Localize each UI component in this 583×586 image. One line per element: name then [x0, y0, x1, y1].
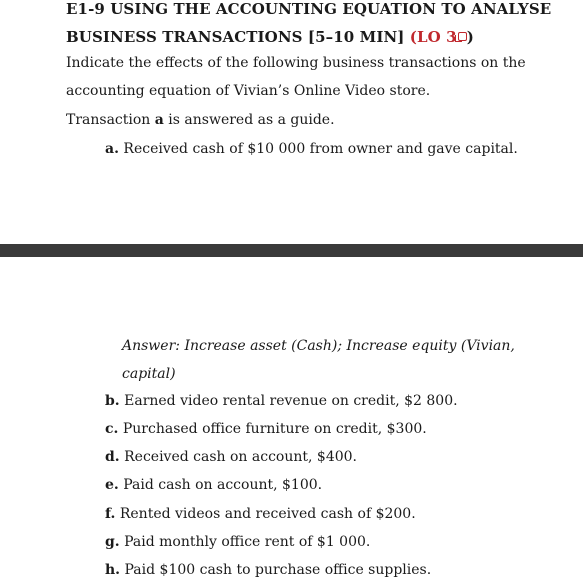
answer-line-2: capital) — [122, 366, 176, 382]
transaction-a-ref: a — [154, 112, 164, 128]
answer-line-1: Answer: Increase asset (Cash); Increase equity (Vivian, — [122, 338, 515, 354]
transaction-item-g: g. Paid monthly office rent of $1 000. — [105, 534, 371, 550]
transaction-item-a: a. Received cash of $10 000 from owner and gave capital. — [105, 141, 518, 157]
learning-objective-label: LO 3 — [417, 28, 457, 46]
exercise-title-line-1: E1-9 USING THE ACCOUNTING EQUATION TO ANALYSE — [66, 0, 552, 18]
transaction-item-b: b. Earned video rental revenue on credit, $2 800. — [105, 393, 458, 409]
transaction-item-f: f. Rented videos and received cash of $200. — [105, 506, 416, 522]
intro-line-1: Indicate the effects of the following business transactions on the — [66, 55, 526, 71]
exercise-title-main: BUSINESS TRANSACTIONS [5–10 MIN] — [66, 28, 405, 46]
transaction-item-e: e. Paid cash on account, $100. — [105, 477, 323, 493]
transaction-item-c: c. Purchased office furniture on credit, $300. — [105, 421, 427, 437]
page-divider — [0, 244, 583, 257]
exercise-title-line-2 — [66, 28, 474, 46]
intro-line-3: Transaction a is answered as a guide. — [66, 112, 335, 128]
transaction-item-d: d. Received cash on account, $400. — [105, 449, 357, 465]
intro-line-2: accounting equation of Vivian’s Online Video store. — [66, 83, 431, 99]
transaction-item-h: h. Paid $100 cash to purchase office supplies. — [105, 562, 432, 578]
external-link-icon — [458, 32, 467, 41]
learning-objective-close: ) — [466, 28, 474, 46]
learning-objective-link[interactable]: (LO 3 — [410, 28, 467, 46]
